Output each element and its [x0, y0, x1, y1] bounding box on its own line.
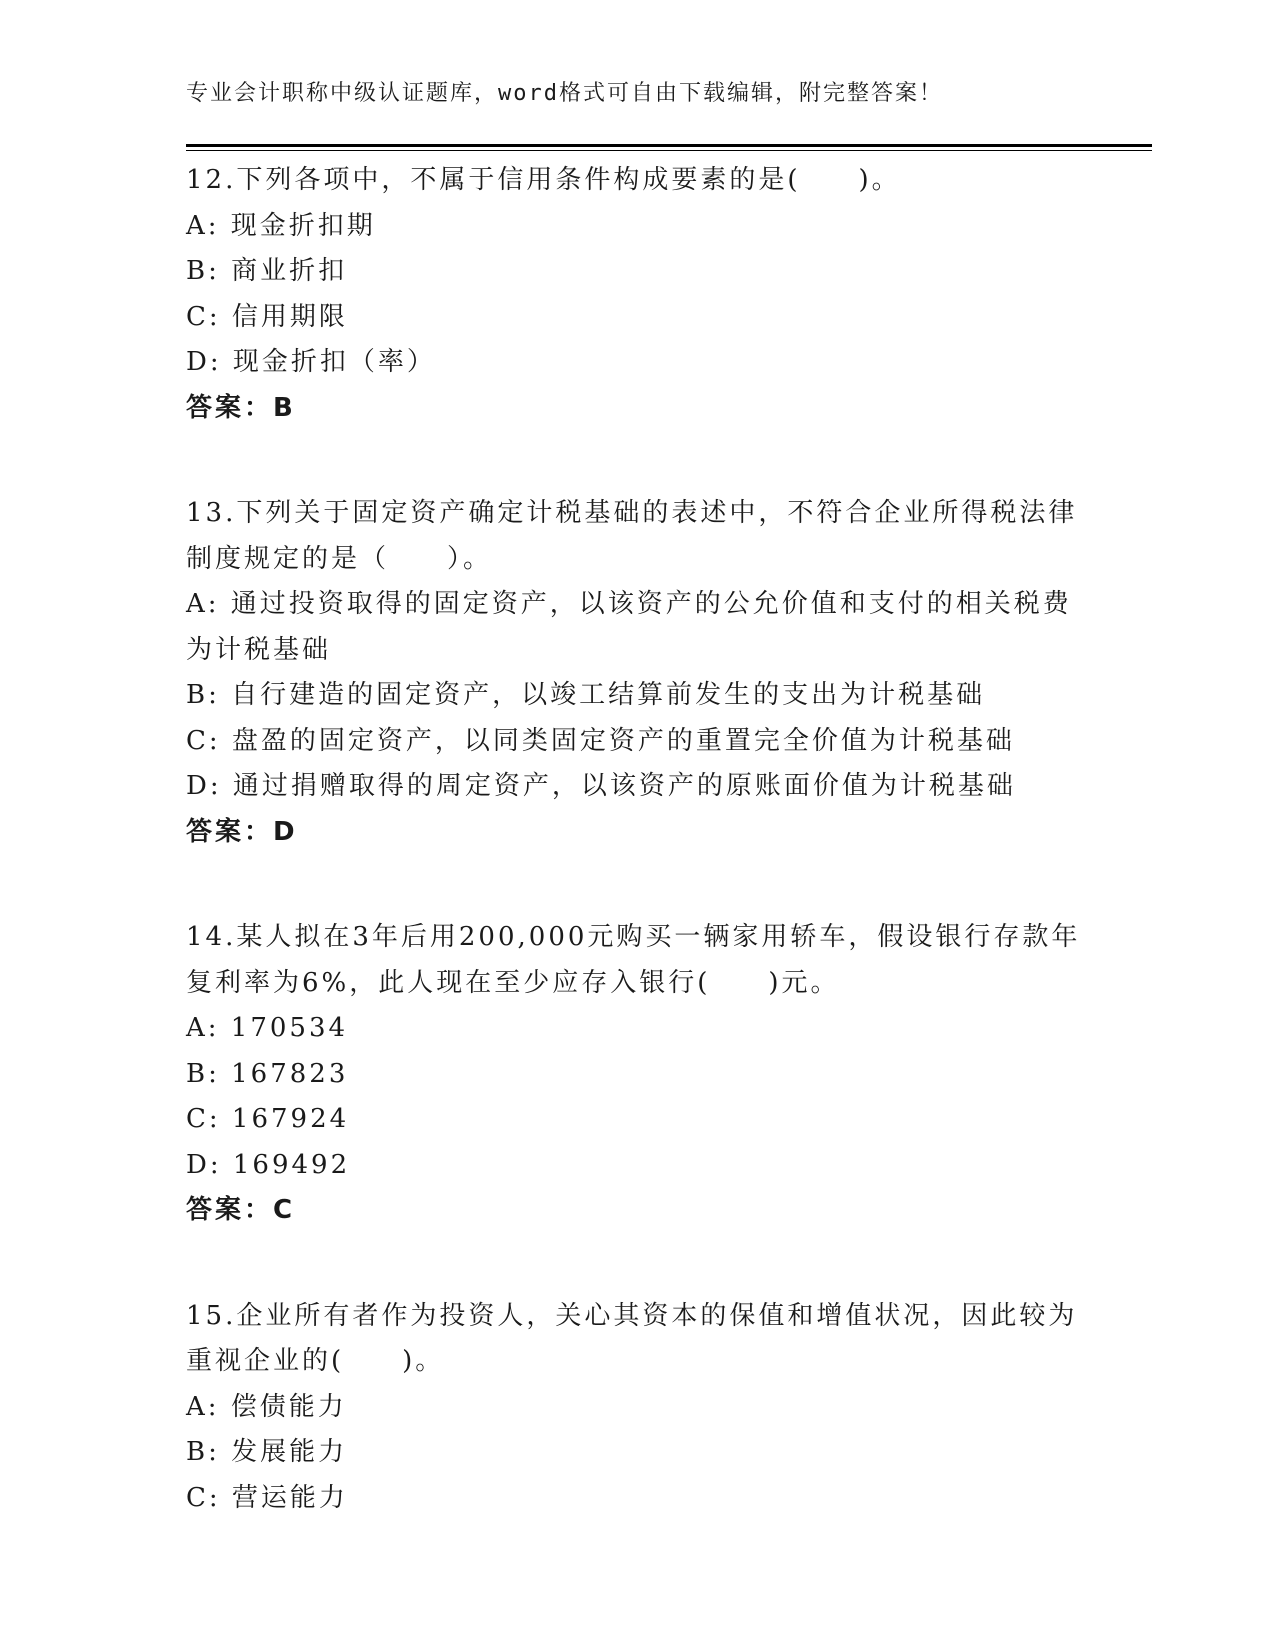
- page-header: 专业会计职称中级认证题库，word格式可自由下载编辑，附完整答案！: [186, 81, 943, 106]
- answer-option: C: 盘盈的固定资产，以同类固定资产的重置完全价值为计税基础: [186, 725, 1015, 756]
- answer-key: 答案：C: [186, 1195, 296, 1225]
- question-stem: 13.下列关于固定资产确定计税基础的表述中，不符合企业所得税法律: [186, 498, 1078, 528]
- question-block: [186, 1294, 1086, 1522]
- answer-option: D: 通过捐赠取得的周定资产，以该资产的原账面价值为计税基础: [186, 771, 1016, 801]
- answer-key: 答案：B: [186, 392, 296, 423]
- question-block: [186, 158, 1086, 431]
- answer-option: B: 发展能力: [186, 1437, 348, 1467]
- answer-option: D: 现金折扣（率）: [186, 347, 436, 377]
- question-list: [186, 158, 1086, 1581]
- question-block: [186, 915, 1086, 1234]
- question-stem: 制度规定的是（ ）。: [186, 543, 493, 574]
- answer-option: A: 通过投资取得的固定资产，以该资产的公允价值和支付的相关税费: [186, 589, 1072, 619]
- answer-option: B: 自行建造的固定资产，以竣工结算前发生的支出为计税基础: [186, 680, 986, 710]
- question-stem: 重视企业的( )。: [186, 1346, 445, 1376]
- answer-option: A: 现金折扣期: [186, 210, 376, 241]
- header-rule-thick: [186, 144, 1152, 147]
- answer-option: D: 169492: [186, 1149, 351, 1180]
- question-stem: 15.企业所有者作为投资人，关心其资本的保值和增值状况，因此较为: [186, 1300, 1078, 1331]
- question-stem: 12.下列各项中，不属于信用条件构成要素的是( )。: [186, 165, 901, 195]
- question-stem: 复利率为6%，此人现在至少应存入银行( )元。: [186, 967, 840, 998]
- header-rule-thin: [186, 150, 1152, 151]
- answer-key: 答案：D: [186, 816, 298, 847]
- answer-option: A: 170534: [186, 1013, 349, 1043]
- answer-option: B: 商业折扣: [186, 256, 348, 286]
- answer-option: B: 167823: [186, 1058, 349, 1089]
- answer-option: C: 营运能力: [186, 1482, 348, 1513]
- answer-option: 为计税基础: [186, 634, 332, 665]
- answer-option: C: 167924: [186, 1104, 350, 1134]
- question-stem: 14.某人拟在3年后用200,000元购买一辆家用轿车，假设银行存款年: [186, 922, 1081, 952]
- answer-option: A: 偿债能力: [186, 1391, 347, 1422]
- answer-option: C: 信用期限: [186, 301, 348, 332]
- question-block: [186, 491, 1086, 855]
